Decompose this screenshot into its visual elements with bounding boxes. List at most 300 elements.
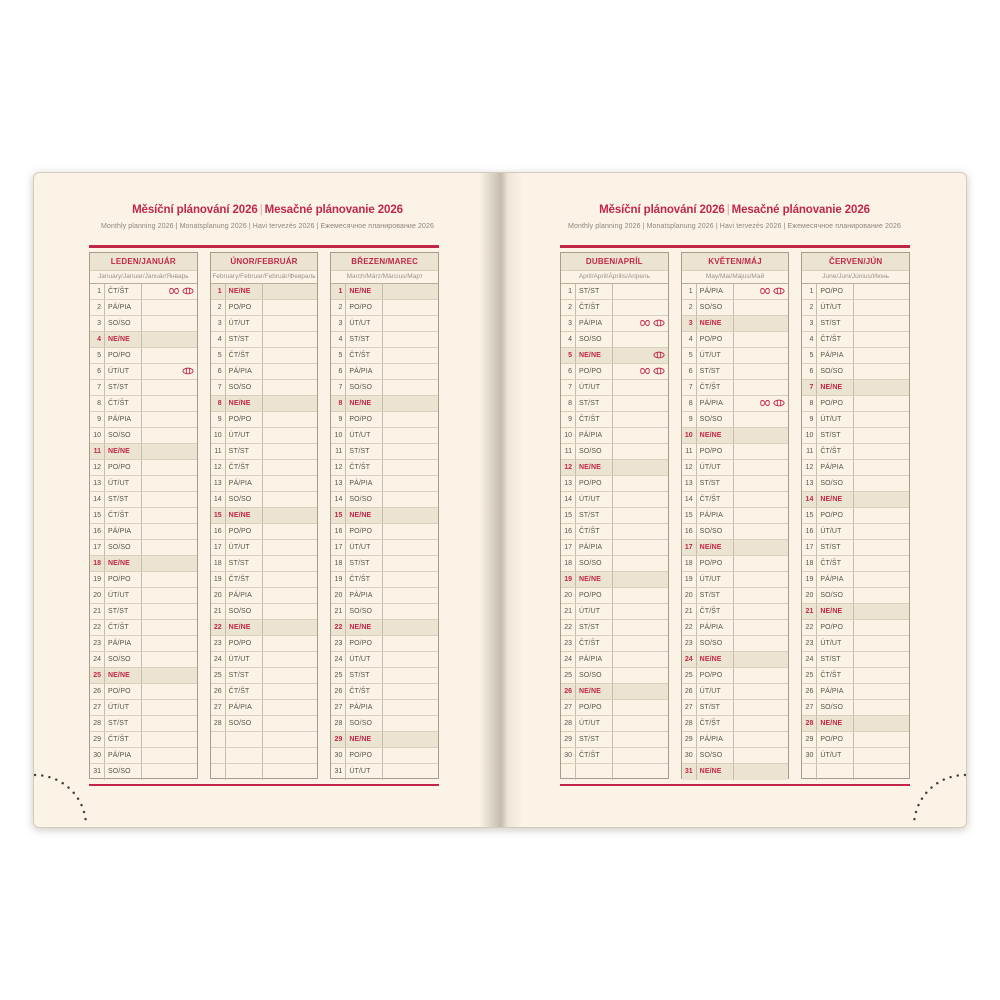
day-notes	[613, 524, 668, 539]
title-separator: |	[259, 204, 263, 216]
day-number: 13	[90, 476, 105, 491]
day-name: NE/NE	[105, 668, 142, 683]
day-number: 27	[211, 700, 226, 715]
day-row	[211, 620, 318, 636]
day-notes	[263, 620, 318, 635]
day-notes	[142, 364, 197, 379]
day-name: NE/NE	[346, 508, 383, 523]
day-number: 6	[682, 364, 697, 379]
day-number: 3	[90, 316, 105, 331]
day-row	[802, 412, 909, 428]
day-number: 2	[90, 300, 105, 315]
day-name: NE/NE	[226, 620, 263, 635]
day-notes	[734, 556, 789, 571]
day-name	[226, 748, 263, 763]
day-row	[90, 588, 197, 604]
day-number: 12	[561, 460, 576, 475]
day-number: 22	[90, 620, 105, 635]
day-notes	[383, 540, 438, 555]
title-czech: Měsíční plánování 2026	[599, 204, 725, 216]
month-rows	[90, 284, 197, 780]
day-number: 16	[802, 524, 817, 539]
day-number	[561, 764, 576, 780]
day-name: PÁ/PIA	[817, 348, 854, 363]
day-name: PO/PO	[697, 332, 734, 347]
day-name: PÁ/PIA	[697, 396, 734, 411]
day-row	[802, 492, 909, 508]
day-row	[682, 716, 789, 732]
day-row	[211, 764, 318, 780]
day-number: 11	[802, 444, 817, 459]
day-name: PÁ/PIA	[817, 684, 854, 699]
slovak-holiday-icon	[773, 287, 785, 295]
day-name: SO/SO	[346, 492, 383, 507]
day-name: SO/SO	[576, 668, 613, 683]
day-row	[802, 332, 909, 348]
day-row	[331, 316, 438, 332]
day-name: SO/SO	[697, 748, 734, 763]
day-row	[90, 364, 197, 380]
month-name: BŘEZEN/MAREC	[331, 253, 438, 271]
day-number: 26	[561, 684, 576, 699]
day-number: 18	[331, 556, 346, 571]
day-notes	[734, 636, 789, 651]
day-row	[211, 444, 318, 460]
day-row	[802, 572, 909, 588]
day-notes	[734, 524, 789, 539]
day-row	[802, 652, 909, 668]
day-notes	[734, 364, 789, 379]
day-notes	[854, 588, 909, 603]
day-notes	[142, 396, 197, 411]
day-row	[211, 748, 318, 764]
day-row	[331, 524, 438, 540]
day-notes	[142, 668, 197, 683]
day-number: 25	[331, 668, 346, 683]
day-name: PÁ/PIA	[226, 700, 263, 715]
day-number: 24	[682, 652, 697, 667]
day-number: 17	[802, 540, 817, 555]
day-notes	[383, 300, 438, 315]
day-notes	[613, 412, 668, 427]
day-notes	[734, 684, 789, 699]
czech-holiday-icon	[168, 287, 180, 295]
day-notes	[613, 748, 668, 763]
day-name: SO/SO	[105, 764, 142, 780]
day-name: NE/NE	[576, 348, 613, 363]
day-name: ST/ST	[817, 652, 854, 667]
day-row	[90, 348, 197, 364]
month-rows	[561, 284, 668, 780]
day-number: 12	[682, 460, 697, 475]
month-rows	[331, 284, 438, 780]
day-notes	[142, 380, 197, 395]
day-number: 28	[211, 716, 226, 731]
day-name: ÚT/UT	[226, 428, 263, 443]
day-row	[331, 668, 438, 684]
day-number: 8	[802, 396, 817, 411]
month-languages: March/März/Március/Март	[331, 271, 438, 284]
day-name: SO/SO	[576, 332, 613, 347]
day-number: 30	[561, 748, 576, 763]
day-row	[90, 668, 197, 684]
day-name: SO/SO	[697, 300, 734, 315]
day-name: ST/ST	[346, 556, 383, 571]
day-number: 31	[682, 764, 697, 780]
day-number: 19	[331, 572, 346, 587]
day-number: 28	[561, 716, 576, 731]
day-notes	[142, 508, 197, 523]
day-notes	[383, 620, 438, 635]
day-row	[211, 588, 318, 604]
day-notes	[142, 684, 197, 699]
day-name: ČT/ŠT	[697, 716, 734, 731]
day-row	[90, 652, 197, 668]
day-notes	[854, 316, 909, 331]
day-name: SO/SO	[226, 492, 263, 507]
day-row	[331, 348, 438, 364]
day-name: ST/ST	[817, 316, 854, 331]
day-notes	[142, 764, 197, 780]
day-row	[682, 540, 789, 556]
day-notes	[142, 652, 197, 667]
day-notes	[854, 284, 909, 299]
day-notes	[734, 460, 789, 475]
day-number: 18	[211, 556, 226, 571]
day-name: PO/PO	[226, 412, 263, 427]
day-name: ÚT/UT	[697, 572, 734, 587]
day-row	[90, 620, 197, 636]
day-notes	[142, 332, 197, 347]
day-number: 11	[682, 444, 697, 459]
day-row	[211, 428, 318, 444]
day-row	[211, 476, 318, 492]
day-number: 3	[682, 316, 697, 331]
day-number: 5	[211, 348, 226, 363]
day-name: ČT/ŠT	[346, 460, 383, 475]
day-row	[682, 524, 789, 540]
day-notes	[263, 540, 318, 555]
day-name: PÁ/PIA	[346, 476, 383, 491]
day-name: ČT/ŠT	[346, 684, 383, 699]
day-notes	[734, 348, 789, 363]
day-row	[802, 540, 909, 556]
day-row	[211, 492, 318, 508]
day-name: ČT/ŠT	[817, 556, 854, 571]
day-number: 19	[211, 572, 226, 587]
day-name: ST/ST	[576, 732, 613, 747]
day-number: 26	[331, 684, 346, 699]
day-number: 13	[331, 476, 346, 491]
day-number: 12	[90, 460, 105, 475]
day-row	[331, 572, 438, 588]
day-number: 21	[682, 604, 697, 619]
day-name: NE/NE	[105, 556, 142, 571]
day-notes	[142, 540, 197, 555]
day-notes	[263, 524, 318, 539]
day-row	[90, 412, 197, 428]
day-row	[561, 540, 668, 556]
day-number: 31	[90, 764, 105, 780]
day-name: ST/ST	[576, 620, 613, 635]
day-number: 30	[682, 748, 697, 763]
day-row	[561, 380, 668, 396]
day-name: ST/ST	[697, 364, 734, 379]
day-name: SO/SO	[226, 604, 263, 619]
day-number: 18	[802, 556, 817, 571]
day-notes	[734, 604, 789, 619]
day-name: ÚT/UT	[105, 700, 142, 715]
day-name: ÚT/UT	[697, 460, 734, 475]
day-number: 10	[802, 428, 817, 443]
day-number: 16	[211, 524, 226, 539]
day-name: ČT/ŠT	[576, 524, 613, 539]
czech-holiday-icon	[639, 319, 651, 327]
day-row	[90, 636, 197, 652]
day-row	[211, 668, 318, 684]
day-number: 4	[561, 332, 576, 347]
day-number: 23	[682, 636, 697, 651]
day-number: 2	[331, 300, 346, 315]
day-number: 7	[682, 380, 697, 395]
day-notes	[734, 764, 789, 780]
day-number: 6	[90, 364, 105, 379]
month-rows	[682, 284, 789, 780]
day-notes	[854, 700, 909, 715]
slovak-holiday-icon	[653, 319, 665, 327]
day-row	[682, 428, 789, 444]
day-name: SO/SO	[817, 588, 854, 603]
day-row	[802, 700, 909, 716]
day-row	[331, 412, 438, 428]
month-table	[801, 252, 910, 779]
day-name: SO/SO	[346, 380, 383, 395]
day-name: ČT/ŠT	[105, 620, 142, 635]
day-notes	[734, 300, 789, 315]
day-number: 20	[561, 588, 576, 603]
day-number: 8	[561, 396, 576, 411]
day-notes	[263, 380, 318, 395]
day-notes	[854, 732, 909, 747]
day-row	[90, 556, 197, 572]
bottom-rule	[89, 784, 439, 787]
day-name: ÚT/UT	[576, 492, 613, 507]
day-number: 12	[802, 460, 817, 475]
day-notes	[142, 284, 197, 299]
day-name: SO/SO	[226, 716, 263, 731]
day-name: ÚT/UT	[817, 524, 854, 539]
month-rows	[802, 284, 909, 780]
day-name: ČT/ŠT	[346, 572, 383, 587]
day-notes	[263, 604, 318, 619]
day-notes	[263, 636, 318, 651]
day-row	[802, 396, 909, 412]
day-row	[211, 380, 318, 396]
day-row	[90, 700, 197, 716]
day-row	[682, 364, 789, 380]
day-name: SO/SO	[105, 316, 142, 331]
day-row	[211, 684, 318, 700]
day-number: 15	[331, 508, 346, 523]
day-number: 7	[561, 380, 576, 395]
day-number: 17	[90, 540, 105, 555]
day-notes	[383, 556, 438, 571]
day-row	[682, 572, 789, 588]
day-number: 25	[802, 668, 817, 683]
day-number: 11	[211, 444, 226, 459]
day-row	[331, 716, 438, 732]
month-languages: May/Mai/Május/Май	[682, 271, 789, 284]
day-number: 5	[90, 348, 105, 363]
day-name: ÚT/UT	[346, 764, 383, 780]
day-number: 21	[331, 604, 346, 619]
day-row	[211, 540, 318, 556]
day-notes	[854, 332, 909, 347]
day-name: NE/NE	[697, 540, 734, 555]
day-number: 28	[90, 716, 105, 731]
day-notes	[734, 732, 789, 747]
day-notes	[383, 332, 438, 347]
day-number: 19	[802, 572, 817, 587]
day-row	[211, 460, 318, 476]
day-number: 5	[682, 348, 697, 363]
day-notes	[142, 572, 197, 587]
day-name: ČT/ŠT	[346, 348, 383, 363]
day-row	[331, 732, 438, 748]
day-notes	[613, 316, 668, 331]
month-languages: April/April/Április/Апрель	[561, 271, 668, 284]
day-number: 17	[682, 540, 697, 555]
day-row	[561, 572, 668, 588]
day-row	[682, 380, 789, 396]
day-name: SO/SO	[576, 444, 613, 459]
day-notes	[263, 748, 318, 763]
day-name: ÚT/UT	[105, 364, 142, 379]
day-notes	[613, 588, 668, 603]
day-number: 30	[331, 748, 346, 763]
day-name: SO/SO	[697, 412, 734, 427]
day-notes	[734, 396, 789, 411]
title-czech: Měsíční plánování 2026	[132, 204, 258, 216]
day-notes	[142, 716, 197, 731]
day-number: 10	[90, 428, 105, 443]
day-notes	[263, 476, 318, 491]
day-notes	[263, 300, 318, 315]
day-name: PO/PO	[576, 364, 613, 379]
day-name: ÚT/UT	[346, 652, 383, 667]
day-notes	[263, 428, 318, 443]
day-notes	[383, 380, 438, 395]
day-notes	[142, 428, 197, 443]
slovak-holiday-icon	[773, 399, 785, 407]
day-notes	[263, 492, 318, 507]
day-row	[331, 652, 438, 668]
day-row	[211, 348, 318, 364]
day-number: 15	[90, 508, 105, 523]
day-name: ST/ST	[697, 700, 734, 715]
day-number: 7	[802, 380, 817, 395]
day-name: ČT/ŠT	[576, 300, 613, 315]
day-notes	[734, 428, 789, 443]
month-table	[330, 252, 439, 779]
day-name: ST/ST	[576, 396, 613, 411]
day-row	[90, 428, 197, 444]
day-row	[561, 444, 668, 460]
day-number: 6	[561, 364, 576, 379]
day-name: PO/PO	[817, 732, 854, 747]
day-number: 18	[90, 556, 105, 571]
day-row	[682, 668, 789, 684]
day-name: NE/NE	[105, 444, 142, 459]
day-number: 17	[211, 540, 226, 555]
day-notes	[734, 492, 789, 507]
day-notes	[142, 348, 197, 363]
day-name: SO/SO	[817, 700, 854, 715]
day-row	[211, 556, 318, 572]
day-number: 26	[90, 684, 105, 699]
day-notes	[613, 284, 668, 299]
day-notes	[734, 620, 789, 635]
day-notes	[854, 604, 909, 619]
day-row	[802, 684, 909, 700]
day-name: SO/SO	[105, 428, 142, 443]
day-number: 11	[90, 444, 105, 459]
day-name: ÚT/UT	[697, 348, 734, 363]
day-notes	[263, 764, 318, 780]
day-row	[802, 300, 909, 316]
day-notes	[142, 412, 197, 427]
day-name: PO/PO	[346, 636, 383, 651]
day-name: ST/ST	[226, 556, 263, 571]
day-number: 9	[561, 412, 576, 427]
day-name: PÁ/PIA	[576, 428, 613, 443]
day-row	[211, 700, 318, 716]
day-number: 18	[682, 556, 697, 571]
day-name: ČT/ŠT	[105, 508, 142, 523]
day-row	[561, 364, 668, 380]
day-row	[331, 764, 438, 780]
day-name: ST/ST	[576, 508, 613, 523]
day-name: ČT/ŠT	[576, 748, 613, 763]
day-number: 5	[561, 348, 576, 363]
day-row	[802, 748, 909, 764]
day-number: 27	[90, 700, 105, 715]
day-row	[331, 492, 438, 508]
day-number: 1	[331, 284, 346, 299]
day-number: 21	[561, 604, 576, 619]
day-notes	[142, 300, 197, 315]
day-number: 24	[331, 652, 346, 667]
day-notes	[142, 460, 197, 475]
day-notes	[383, 748, 438, 763]
day-row	[802, 636, 909, 652]
day-row	[561, 524, 668, 540]
day-notes	[383, 652, 438, 667]
day-number: 13	[802, 476, 817, 491]
day-number: 9	[802, 412, 817, 427]
day-row	[331, 460, 438, 476]
day-name: ÚT/UT	[817, 748, 854, 763]
day-row	[682, 332, 789, 348]
month-name: LEDEN/JANUÁR	[90, 253, 197, 271]
day-name: PO/PO	[346, 524, 383, 539]
day-name: PO/PO	[697, 668, 734, 683]
day-row	[90, 732, 197, 748]
day-name: SO/SO	[817, 476, 854, 491]
czech-holiday-icon	[759, 287, 771, 295]
day-row	[682, 604, 789, 620]
day-number: 4	[331, 332, 346, 347]
